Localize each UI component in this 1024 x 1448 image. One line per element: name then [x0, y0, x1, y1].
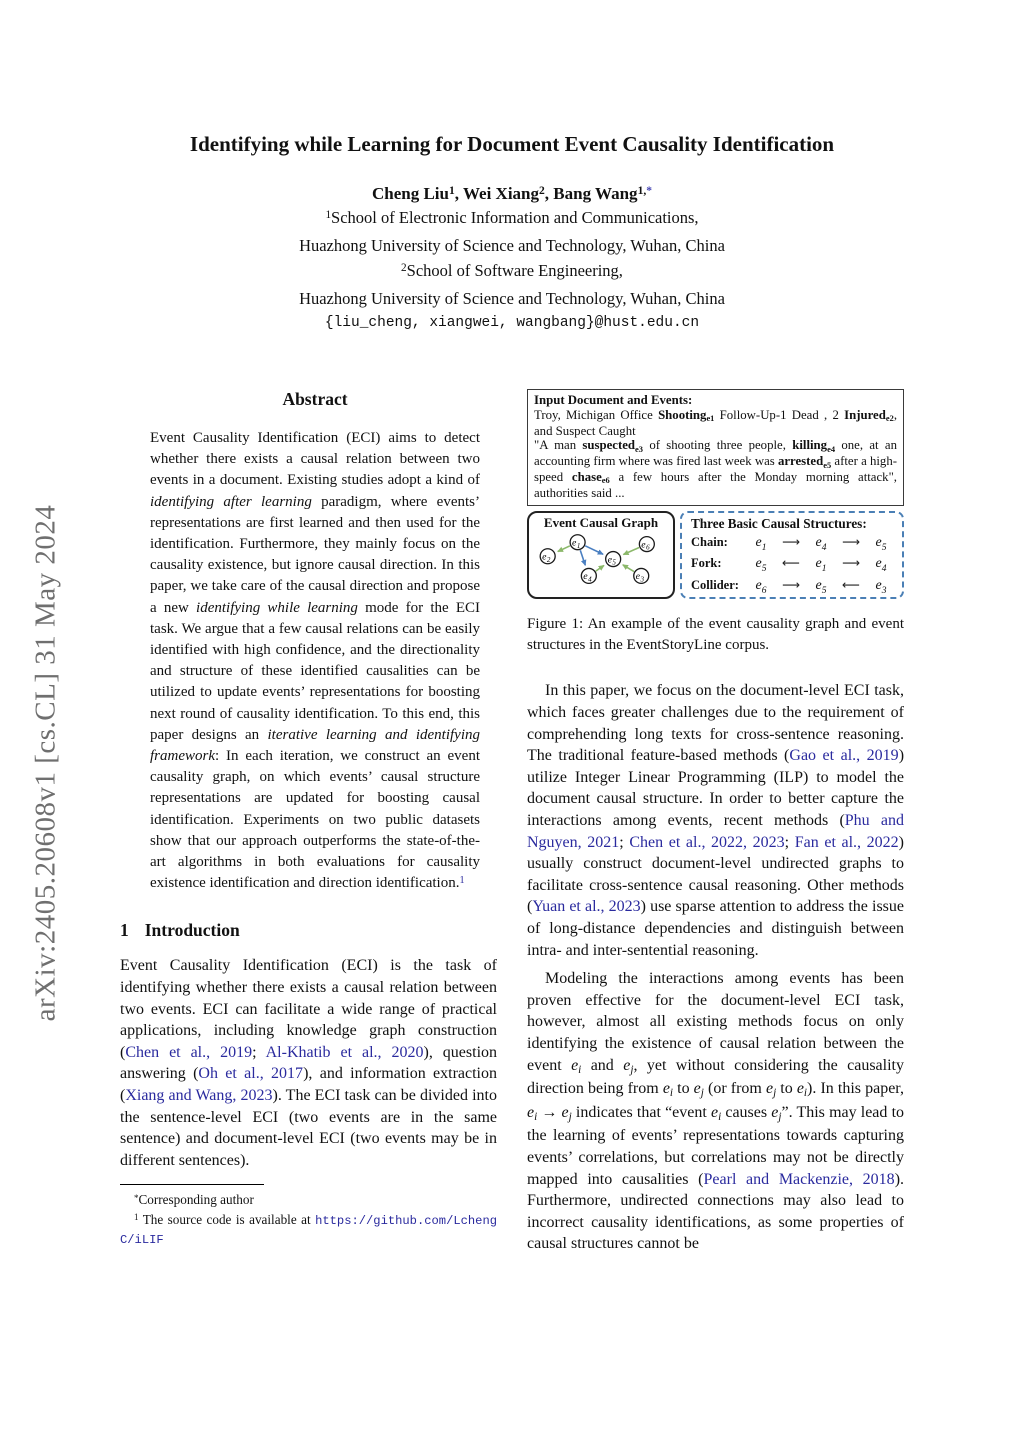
svg-text:e3: $e_3$: [635, 570, 644, 584]
arrow-left-icon: ⟵: [842, 576, 860, 592]
event-symbol: $e_1$: [755, 535, 767, 553]
citation-link[interactable]: Yuan et al., 2023: [532, 898, 641, 916]
event-symbol: $e_4$: [875, 556, 887, 575]
authors-line: Cheng Liu$^1$, Wei Xiang$^2$, Bang Wang$^{1,*}$: [371, 184, 653, 203]
figure-1: [527, 389, 904, 655]
svg-text:e4: $e_4$: [583, 570, 592, 584]
left-column: [120, 387, 497, 1255]
section-heading-introduction: [120, 920, 497, 941]
affiliation-line: $^2$School of Software Engineering,: [401, 261, 623, 280]
graph-edge-e3-e5: [623, 564, 634, 571]
causal-structures-box: [680, 511, 904, 600]
structure-label: Chain:: [691, 535, 728, 550]
structure-label: Fork:: [691, 556, 722, 571]
event-symbol: $e_3$: [875, 577, 887, 596]
event-symbol: $e_5$: [815, 577, 827, 596]
affiliation-line: Huazhong University of Science and Technology, Wuhan, China: [299, 236, 725, 255]
graph-node-e5: [606, 551, 621, 566]
citation-link[interactable]: Oh et al., 2017: [198, 1065, 304, 1083]
graph-node-e3: [634, 568, 649, 583]
citation-link[interactable]: Chen et al., 2019: [125, 1043, 253, 1061]
event-causal-graph-box: [527, 511, 675, 600]
right-column: [527, 387, 904, 1255]
input-box-line: Troy, Michigan Office Shootinge1 Follow-Up-1 Dead , 2 Injurede2, and Suspect Caught: [534, 407, 898, 438]
input-document-box: [527, 389, 904, 506]
figure-1-caption: Figure 1: An example of the event causality graph and event structures in the EventStoryLine corpus.: [527, 616, 904, 653]
email-line: {liu_cheng, xiangwei, wangbang}@hust.edu.cn: [324, 315, 700, 331]
event-symbol: $e_1$: [815, 556, 827, 575]
svg-text:e1: $e_1$: [572, 537, 581, 550]
structure-row-fork: [691, 555, 893, 574]
causal-structures-title: Three Basic Causal Structures:: [691, 515, 867, 531]
arrow-right-icon: ⟶: [782, 576, 800, 592]
svg-text:e6: $e_6$: [641, 538, 650, 552]
event-symbol: $e_5$: [875, 535, 887, 553]
abstract-text: Event Causality Identification (ECI) aims to detect whether there exists a causal relation between two events in a document. Existing studies adopt a kind of identifying after learning paradigm, where events’ representations are first learned and then used for the identification. Furthermore, they mainly focus on the causality existence, but ignore causal direction. In this paper, we take care of the causal direction and propose a new identifying while learning mode for the ECI task. We argue that a few causal relations can be easily identified with high confidence, and the directionality and structure of these identified causalities can be utilized to update events’ representations for boosting next round of causality identification. To this end, this paper designs an iterative learning and identifying framework: In each iteration, we construct an event causality graph, on which events’ causal structure representations are updated for boosting causal identification. Experiments on two public datasets show that our approach outperforms the state-of-the-art algorithms in both evaluations for causality existence identification and direction identification.$^1$: [150, 430, 480, 892]
event-symbol: $e_6$: [755, 577, 767, 596]
graph-node-e6: [639, 536, 654, 551]
section-number: 1: [120, 920, 129, 941]
graph-edge-e1-e2: [558, 545, 570, 551]
arrow-right-icon: ⟶: [842, 534, 860, 550]
affiliation-line: Huazhong University of Science and Technology, Wuhan, China: [299, 289, 725, 308]
paper-title: Identifying while Learning for Document Event Causality Identification: [189, 132, 835, 156]
citation-link[interactable]: Al-Khatib et al., 2020: [265, 1043, 424, 1061]
citation-link[interactable]: *: [646, 184, 653, 198]
graph-edge-e1-e4: [580, 550, 585, 565]
event-causal-graph-svg: [531, 531, 671, 589]
graph-edge-e6-e5: [623, 547, 639, 554]
introduction-paragraph: Event Causality Identification (ECI) is the task of identifying whether there exists a causal relation between two events. ECI can facilitate a wide range of practical applications, including knowledge graph construction (Chen et al., 2019; Al-Khatib et al., 2020), question answering (Oh et al., 2017), and information extraction (Xiang and Wang, 2023). The ECI task can be divided into the sentence-level ECI (two events are in the same sentence) and document-level ECI (two events may be in different sentences).: [120, 957, 498, 1169]
graph-edge-e1-e5: [585, 545, 603, 553]
arrow-left-icon: ⟵: [782, 555, 800, 571]
svg-text:e2: $e_2$: [542, 551, 551, 564]
citation-link[interactable]: Gao et al., 2019: [789, 747, 899, 765]
svg-text:e5: $e_5$: [607, 553, 616, 567]
footnote-rule: [120, 1184, 264, 1185]
footnote-source-code: $^1$ The source code is available at https://github.com/LchengC/iLIF: [120, 1211, 497, 1247]
structure-row-collider: [691, 577, 893, 596]
graph-edge-e4-e5: [596, 565, 604, 571]
structure-label: Collider:: [691, 577, 739, 592]
affiliations: [0, 205, 1024, 331]
affiliation-line: $^1$School of Electronic Information and Communications,: [325, 208, 699, 227]
event-symbol: $e_5$: [755, 556, 767, 575]
paragraph-document-level-eci: In this paper, we focus on the document-level ECI task, which faces greater challenges due to the requirement of comprehending long texts for cross-sentence reasoning. The traditional feature-based methods (Gao et al., 2019) utilize Integer Linear Programming (ILP) to model the document causal structure. In order to better capture the interactions among events, recent methods (Phu and Nguyen, 2021; Chen et al., 2022, 2023; Fan et al., 2022) usually construct document-level undirected graphs to facilitate cross-sentence causal reasoning. Other methods (Yuan et al., 2023) use sparse attention to address the issue of long-distance dependencies and distinguish between intra- and inter-sentential reasoning.: [527, 682, 905, 959]
citation-link[interactable]: Phu and Nguyen, 2021: [527, 812, 904, 851]
paper-header: [0, 0, 1024, 331]
citation-link[interactable]: Chen et al., 2022, 2023: [629, 833, 785, 851]
graph-node-e1: [570, 534, 585, 549]
input-box-title: Input Document and Events:: [534, 393, 693, 407]
causal-structures-rows: [691, 534, 893, 595]
paragraph-modeling-interactions: Modeling the interactions among events has been proven effective for the document-level ECI task, however, almost all existing methods focus on only identifying the existence of causal relation between the event ei and ej, yet without considering the causality direction being from ei to ej (or from ej to ei). In this paper, ei → ej indicates that “event ei causes ej”. This may lead to the learning of events’ representations towards capturing events’ correlations, but correlations may not be directly mapped into causalities (Pearl and Mackenzie, 2018). Furthermore, undirected connections may also lead to incorrect causality identifications, as some properties of causal structures cannot be: [527, 970, 905, 1253]
figure-1-diagram-row: [527, 511, 904, 600]
graph-node-e4: [581, 568, 596, 583]
citation-link[interactable]: 1: [459, 874, 465, 886]
arrow-right-icon: ⟶: [842, 555, 860, 571]
footnote-corresponding-author: *Corresponding author: [134, 1192, 254, 1208]
arxiv-watermark: arXiv:2405.20608v1 [cs.CL] 31 May 2024: [29, 504, 62, 1022]
graph-node-e2: [540, 548, 555, 563]
structure-row-chain: [691, 534, 893, 553]
url-link[interactable]: https://github.com/LchengC/iLIF: [120, 1213, 497, 1247]
citation-link[interactable]: Fan et al., 2022: [794, 833, 899, 851]
section-title: Introduction: [144, 920, 240, 941]
citation-link[interactable]: Xiang and Wang, 2023: [125, 1087, 273, 1105]
event-causal-graph-title: Event Causal Graph: [543, 514, 659, 530]
event-symbol: $e_4$: [815, 535, 827, 553]
abstract-heading: Abstract: [282, 389, 348, 409]
input-box-line: "A man suspectede3 of shooting three people, killinge4 one, at an accounting firm where was fired last week was arrestede5 after a high-speed chasee6 a few hours after the Monday morning attack", authorities said ...: [534, 438, 897, 500]
arrow-right-icon: ⟶: [782, 534, 800, 550]
two-column-body: [120, 387, 904, 1255]
footnotes: [120, 1184, 497, 1249]
citation-link[interactable]: Pearl and Mackenzie, 2018: [703, 1170, 895, 1188]
